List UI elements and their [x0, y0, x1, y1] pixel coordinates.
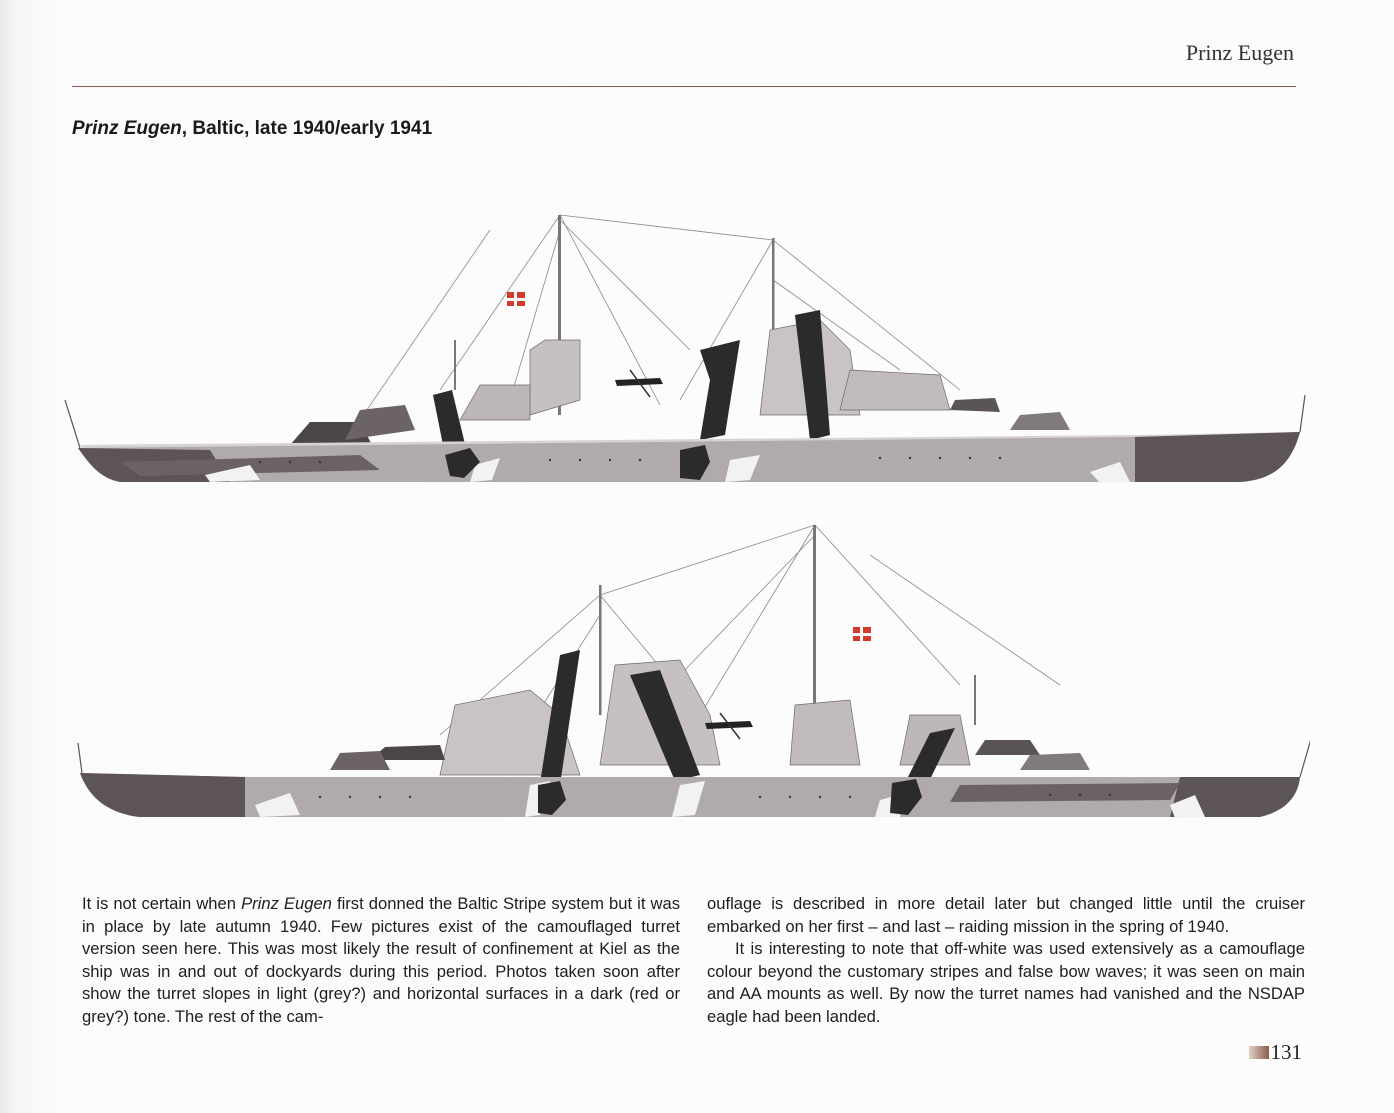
ship-drawing-starboard [60, 200, 1310, 490]
turret-caesar [1010, 412, 1070, 430]
hull-bow-dark [80, 773, 245, 817]
ship-profile-starboard [60, 200, 1310, 490]
hull-bow-dark [1135, 432, 1300, 482]
figure-caption [72, 118, 432, 140]
turret-bruno [345, 405, 415, 440]
body-column-left [82, 893, 680, 1029]
ship-drawing-port [60, 515, 1310, 825]
running-head: Prinz Eugen [1185, 40, 1294, 65]
turret-dora [950, 398, 1000, 412]
caption-ship-name: Prinz Eugen [72, 118, 182, 139]
turret-dora [1020, 753, 1090, 770]
paragraph: It is interesting to note that off-white was used extensively as a camouflage colour beyond the customary stripes and false bow waves; it was seen on main and AA mounts as well. By now the turret names had vanished and the NSDAP eagle had been landed. [707, 939, 1305, 1026]
header-rule [72, 86, 1296, 87]
folio-mark [1249, 1046, 1269, 1059]
body-column-right [707, 893, 1305, 1029]
stripe-funnel [700, 340, 740, 440]
caption-rest: , Baltic, late 1940/early 1941 [181, 118, 433, 139]
paragraph: It is not certain when Prinz Eugen first donned the Baltic Stripe system but it was in place by late autumn 1940. Few pictures exist of the camouflaged turret version seen here. This was most likely the result of confinement at Kiel as the ship was in and out of dockyards during this period. Photos taken soon after show the turret slopes in light (grey?) and horizontal surfaces in a dark (red or grey?) tone. The rest of the cam- [82, 894, 680, 1026]
turret-caesar [975, 740, 1040, 755]
turret-bruno [330, 751, 390, 770]
ship-profile-port [60, 515, 1310, 825]
page-number-text: 131 [1270, 1040, 1302, 1064]
ship-name-italic: Prinz Eugen [241, 894, 332, 913]
page-number [1249, 1040, 1303, 1065]
paragraph: ouflage is described in more detail later but changed little until the cruiser embarked on her first – and last – raiding mission in the spring of 1940. [707, 894, 1305, 936]
